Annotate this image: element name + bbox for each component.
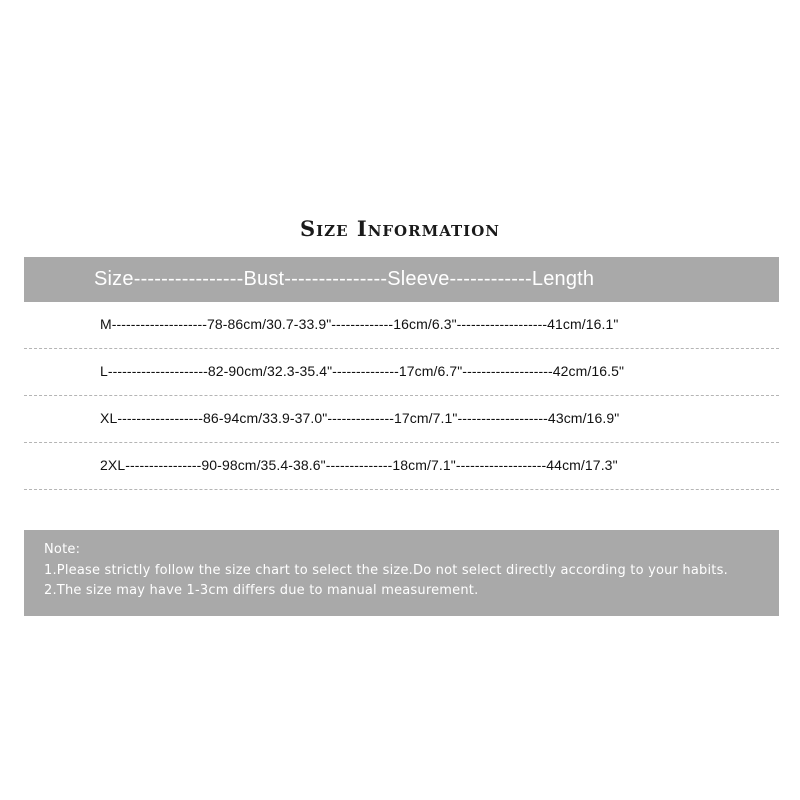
size-row-m: M--------------------78-86cm/30.7-33.9"-------------16cm/6.3"-------------------41cm/16.1" <box>100 316 619 332</box>
size-row-2xl: 2XL----------------90-98cm/35.4-38.6"--------------18cm/7.1"-------------------44cm/17.3" <box>100 457 618 473</box>
size-row-l: L---------------------82-90cm/32.3-35.4"--------------17cm/6.7"-------------------42cm/16.5" <box>100 363 625 379</box>
size-row-xl: XL------------------86-94cm/33.9-37.0"--------------17cm/7.1"-------------------43cm/16.9" <box>100 410 620 426</box>
table-row <box>24 302 779 349</box>
table-row <box>24 349 779 396</box>
note-line-1: 1.Please strictly follow the size chart to select the size.Do not select directly according to your habits. <box>44 563 728 578</box>
note-box <box>24 530 779 616</box>
size-table-header-text: Size----------------Bust---------------Sleeve------------Length <box>94 268 595 290</box>
note-heading: Note: <box>44 542 81 557</box>
note-line-2: 2.The size may have 1-3cm differs due to manual measurement. <box>44 583 479 598</box>
size-table-header <box>24 257 779 302</box>
row-divider <box>24 489 779 490</box>
page-title: Size Information <box>300 216 500 241</box>
table-row <box>24 443 779 490</box>
table-row <box>24 396 779 443</box>
